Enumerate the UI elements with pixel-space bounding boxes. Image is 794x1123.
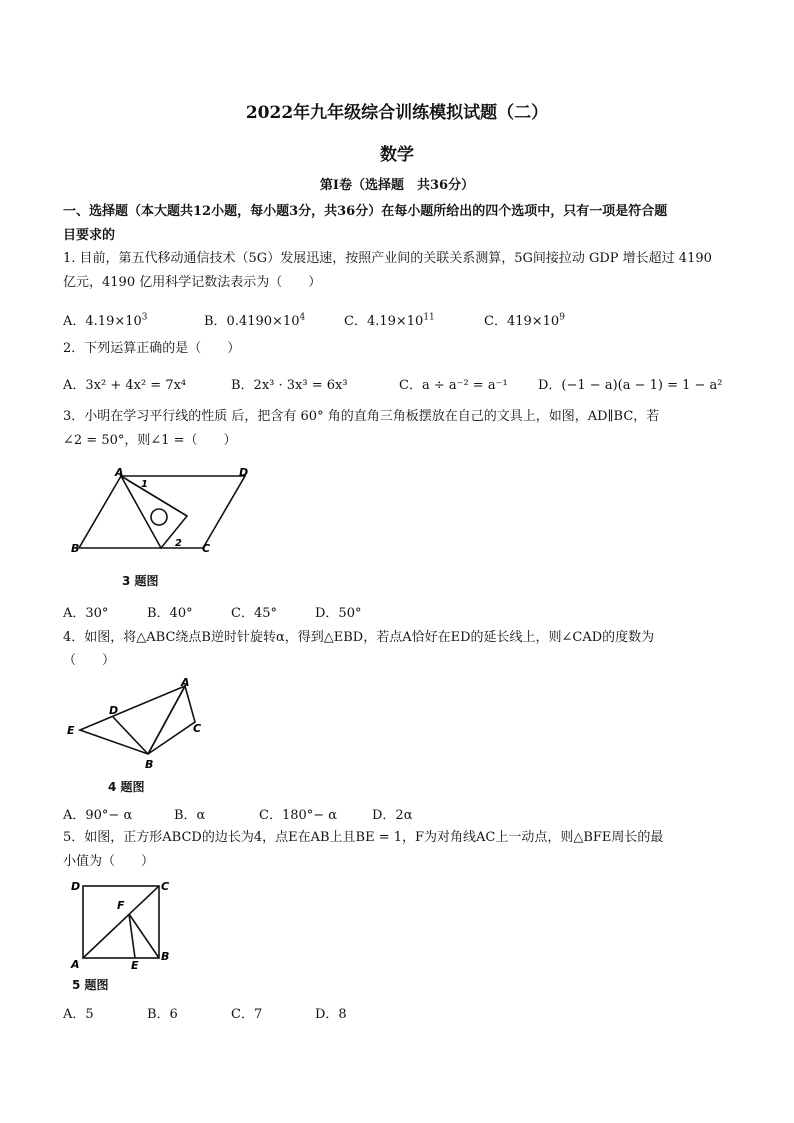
- q3-label-b: B: [71, 542, 80, 555]
- q5-label-d: D: [71, 880, 81, 893]
- q4-label-c: C: [193, 722, 202, 735]
- q5-diagonal-ac: [83, 886, 159, 958]
- q4-stem-line1: 4．如图，将△ABC绕点B逆时针旋转α，得到△EBD，若点A恰好在ED的延长线上，则∠CAD的度数为: [63, 630, 655, 645]
- q1-option-c[interactable]: C．$4.19\times 10^{11}$: [344, 312, 435, 329]
- q5-option-b[interactable]: B．6: [147, 1007, 178, 1022]
- q2-option-b[interactable]: B．2x³ · 3x³ = 6x³: [231, 378, 348, 393]
- volume-title: 第Ⅰ卷（选择题 共36分）: [319, 178, 475, 193]
- q1-option-a[interactable]: A．$4.19\times 10^3$: [63, 312, 148, 329]
- section-heading-line2: 目要求的: [63, 228, 116, 243]
- q4-label-d: D: [109, 704, 119, 717]
- q3-option-d[interactable]: D．50°: [315, 606, 362, 621]
- q3-angle-2: 2: [175, 538, 182, 549]
- q4-option-a[interactable]: A．90°− α: [63, 808, 133, 823]
- q2-option-a[interactable]: A．3x² + 4x² = 7x⁴: [63, 378, 187, 393]
- q4-label-b: B: [145, 758, 154, 771]
- q3-option-b[interactable]: B．40°: [147, 606, 193, 621]
- section-heading-line1: 一、选择题（本大题共12小题，每小题3分，共36分）在每小题所给出的四个选项中，只有一项是符合题: [63, 204, 668, 219]
- q3-stem-line1: 3．小明在学习平行线的性质 后，把含有 60° 角的直角三角板摆放在自己的文具上，如图，AD∥BC，若: [63, 409, 660, 424]
- q3-label-a: A: [115, 466, 124, 479]
- q4-triangle-ebd: [80, 686, 185, 754]
- q4-triangle-abc: [148, 686, 195, 754]
- q4-caption: 4 题图: [108, 780, 145, 794]
- q5-caption: 5 题图: [72, 978, 109, 992]
- q3-option-a[interactable]: A．30°: [63, 606, 109, 621]
- q5-label-b: B: [161, 950, 170, 963]
- q5-option-a[interactable]: A．5: [63, 1007, 94, 1022]
- q5-label-c: C: [161, 880, 170, 893]
- q3-option-c[interactable]: C．45°: [231, 606, 277, 621]
- q4-option-c[interactable]: C．180°− α: [259, 808, 338, 823]
- q5-label-f: F: [117, 899, 125, 912]
- exam-title: 2022年九年级综合训练模拟试题（二）: [245, 103, 549, 123]
- q3-angle-1: 1: [141, 479, 148, 490]
- q3-label-c: C: [202, 542, 211, 555]
- q4-stem-line2: （ ）: [63, 653, 116, 668]
- q5-label-e: E: [131, 959, 139, 970]
- q5-label-a: A: [71, 958, 80, 970]
- q5-figure: [63, 876, 183, 970]
- q4-label-a: A: [181, 676, 190, 689]
- q2-option-d[interactable]: D．(−1 − a)(a − 1) = 1 − a²: [538, 378, 723, 393]
- q3-caption: 3 题图: [122, 574, 159, 588]
- q5-option-d[interactable]: D．8: [315, 1007, 347, 1022]
- q1-option-d[interactable]: C．$419\times 10^9$: [484, 312, 565, 329]
- q1-stem-line2: 亿元，4190 亿用科学记数法表示为（ ）: [63, 275, 322, 290]
- q1-stem-line1: 1. 目前，第五代移动通信技术（5G）发展迅速，按照产业间的关联关系测算，5G间接拉动 GDP 增长超过 4190: [63, 251, 712, 266]
- subject-title: 数学: [380, 145, 414, 165]
- q4-label-e: E: [67, 724, 75, 737]
- q5-option-c[interactable]: C．7: [231, 1007, 263, 1022]
- q4-option-d[interactable]: D．2α: [372, 808, 413, 823]
- q5-stem-line2: 小值为（ ）: [63, 854, 155, 869]
- q3-stem-line2: ∠2 = 50°，则∠1 =（ ）: [63, 433, 237, 448]
- q2-stem: 2．下列运算正确的是（ ）: [63, 341, 241, 356]
- q4-option-b[interactable]: B．α: [174, 808, 206, 823]
- q2-option-c[interactable]: C．a ÷ a⁻² = a⁻¹: [399, 378, 508, 393]
- q1-option-b[interactable]: B．$0.4190\times 10^4$: [204, 312, 306, 329]
- q3-figure: [63, 458, 263, 562]
- q4-figure: [63, 676, 213, 774]
- q3-label-d: D: [239, 466, 249, 479]
- q5-stem-line1: 5．如图，正方形ABCD的边长为4，点E在AB上且BE = 1，F为对角线AC上一动点，则△BFE周长的最: [63, 830, 664, 845]
